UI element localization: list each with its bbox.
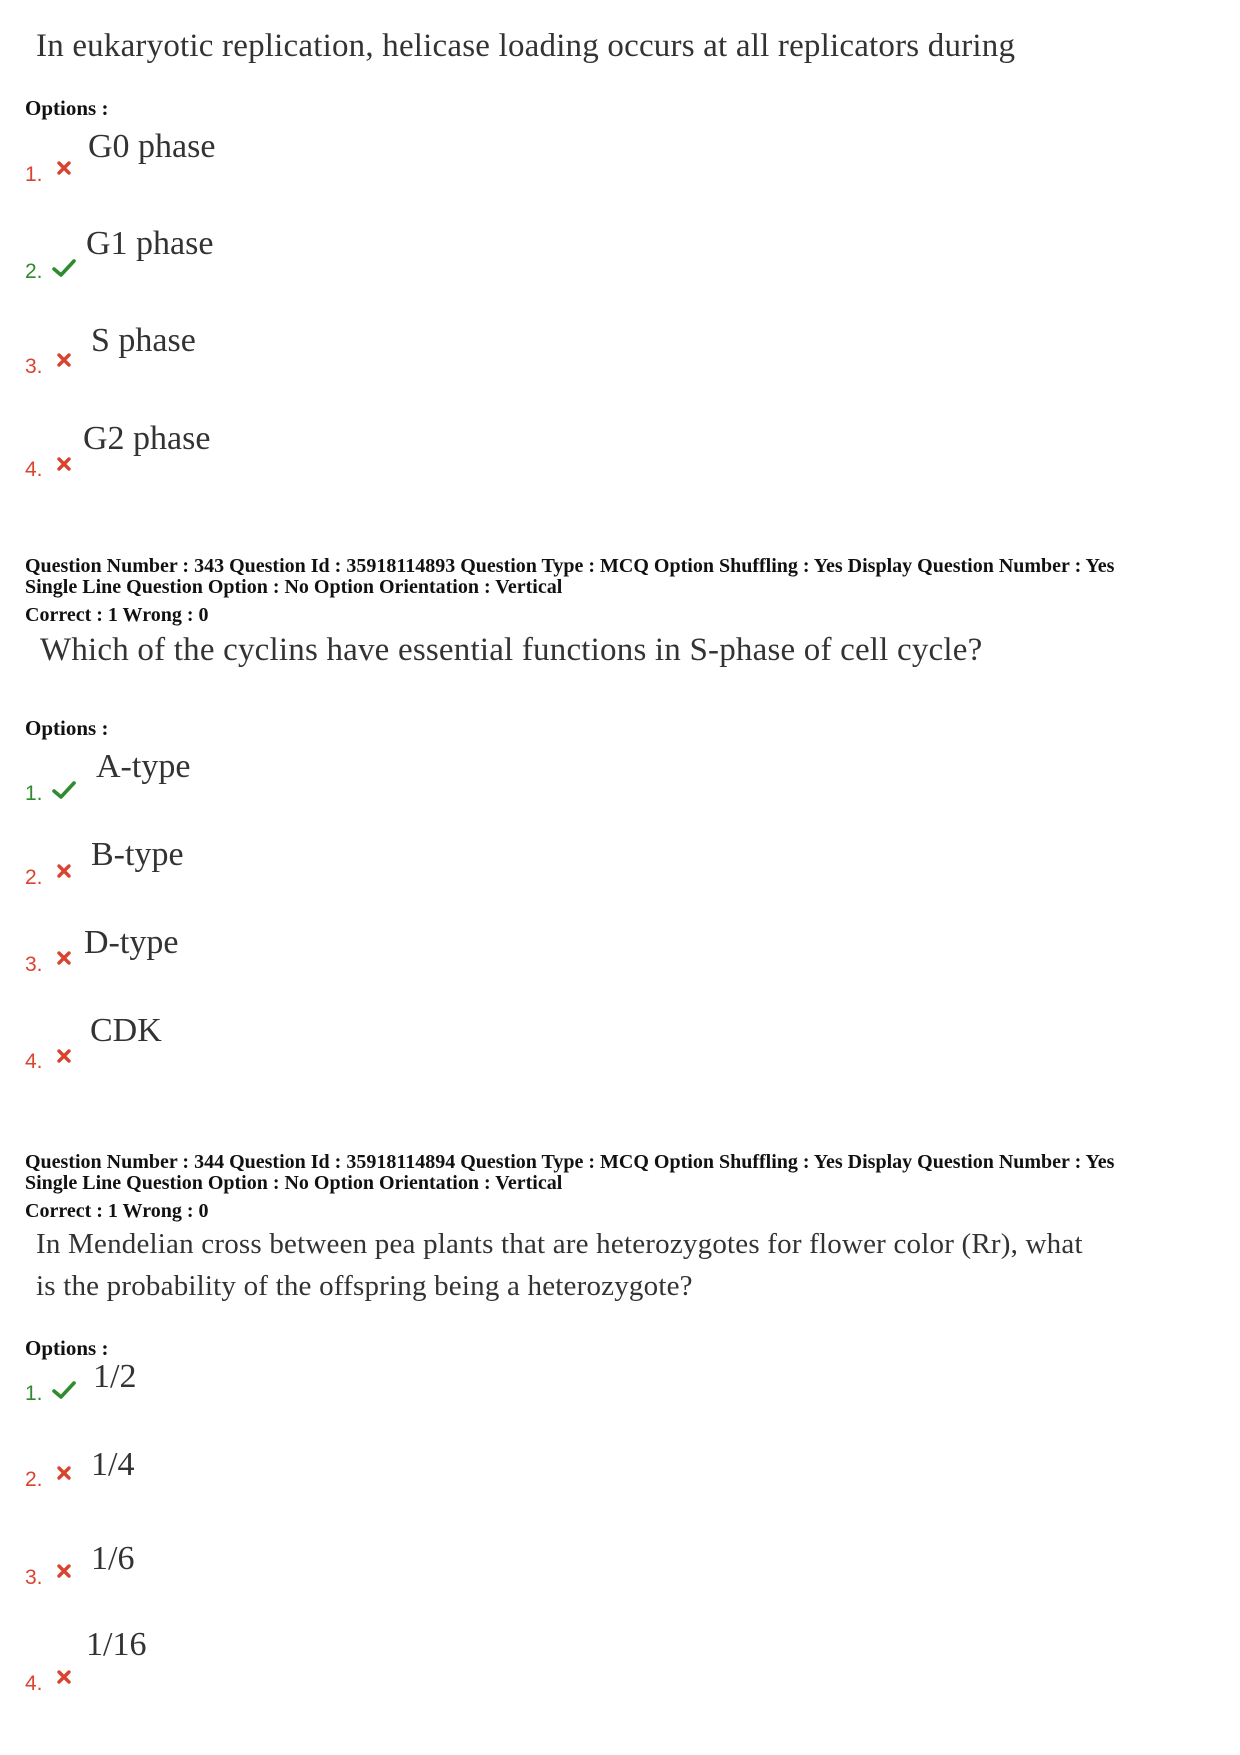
- options-label: Options :: [25, 716, 109, 740]
- question-meta: Single Line Question Option : No Option Orientation : Vertical: [25, 576, 563, 598]
- option-text: B-type: [91, 836, 184, 873]
- option-text: A-type: [96, 748, 191, 785]
- option-number: 2.: [25, 260, 43, 283]
- question-text: is the probability of the offspring being a heterozygote?: [36, 1270, 693, 1302]
- option-text: S phase: [91, 322, 196, 359]
- marks-info: Correct : 1 Wrong : 0: [25, 604, 209, 626]
- cross-icon: [56, 1048, 72, 1064]
- cross-icon: [56, 1669, 72, 1685]
- option-number: 4.: [25, 1050, 43, 1073]
- option-text: G0 phase: [88, 128, 216, 165]
- question-meta: Question Number : 343 Question Id : 35918114893 Question Type : MCQ Option Shuffling : Yes Display Question Number : Yes: [25, 555, 1115, 577]
- option-number: 1.: [25, 163, 43, 186]
- cross-icon: [56, 1563, 72, 1579]
- option-number: 4.: [25, 1672, 43, 1695]
- question-text: In Mendelian cross between pea plants that are heterozygotes for flower color (Rr), what: [36, 1228, 1083, 1260]
- options-label: Options :: [25, 1336, 109, 1360]
- cross-icon: [56, 863, 72, 879]
- option-text: 1/2: [93, 1358, 137, 1395]
- cross-icon: [56, 950, 72, 966]
- option-number: 1.: [25, 782, 43, 805]
- option-text: G1 phase: [86, 225, 214, 262]
- option-number: 2.: [25, 866, 43, 889]
- option-text: G2 phase: [83, 420, 211, 457]
- question-meta: Single Line Question Option : No Option Orientation : Vertical: [25, 1172, 563, 1194]
- question-text: Which of the cyclins have essential functions in S-phase of cell cycle?: [40, 632, 983, 668]
- option-text: 1/16: [86, 1626, 147, 1663]
- option-text: 1/6: [91, 1540, 135, 1577]
- option-number: 1.: [25, 1382, 43, 1405]
- cross-icon: [56, 160, 72, 176]
- check-icon: [52, 1380, 76, 1400]
- cross-icon: [56, 352, 72, 368]
- options-label: Options :: [25, 96, 109, 120]
- cross-icon: [56, 456, 72, 472]
- cross-icon: [56, 1465, 72, 1481]
- option-number: 3.: [25, 355, 43, 378]
- option-text: D-type: [84, 924, 179, 961]
- option-number: 3.: [25, 953, 43, 976]
- check-icon: [52, 258, 76, 278]
- option-number: 3.: [25, 1566, 43, 1589]
- option-number: 2.: [25, 1468, 43, 1491]
- check-icon: [52, 780, 76, 800]
- option-text: CDK: [90, 1012, 162, 1049]
- marks-info: Correct : 1 Wrong : 0: [25, 1200, 209, 1222]
- option-text: 1/4: [91, 1446, 135, 1483]
- option-number: 4.: [25, 458, 43, 481]
- question-meta: Question Number : 344 Question Id : 35918114894 Question Type : MCQ Option Shuffling : Yes Display Question Number : Yes: [25, 1151, 1115, 1173]
- question-text: In eukaryotic replication, helicase loading occurs at all replicators during: [36, 28, 1016, 64]
